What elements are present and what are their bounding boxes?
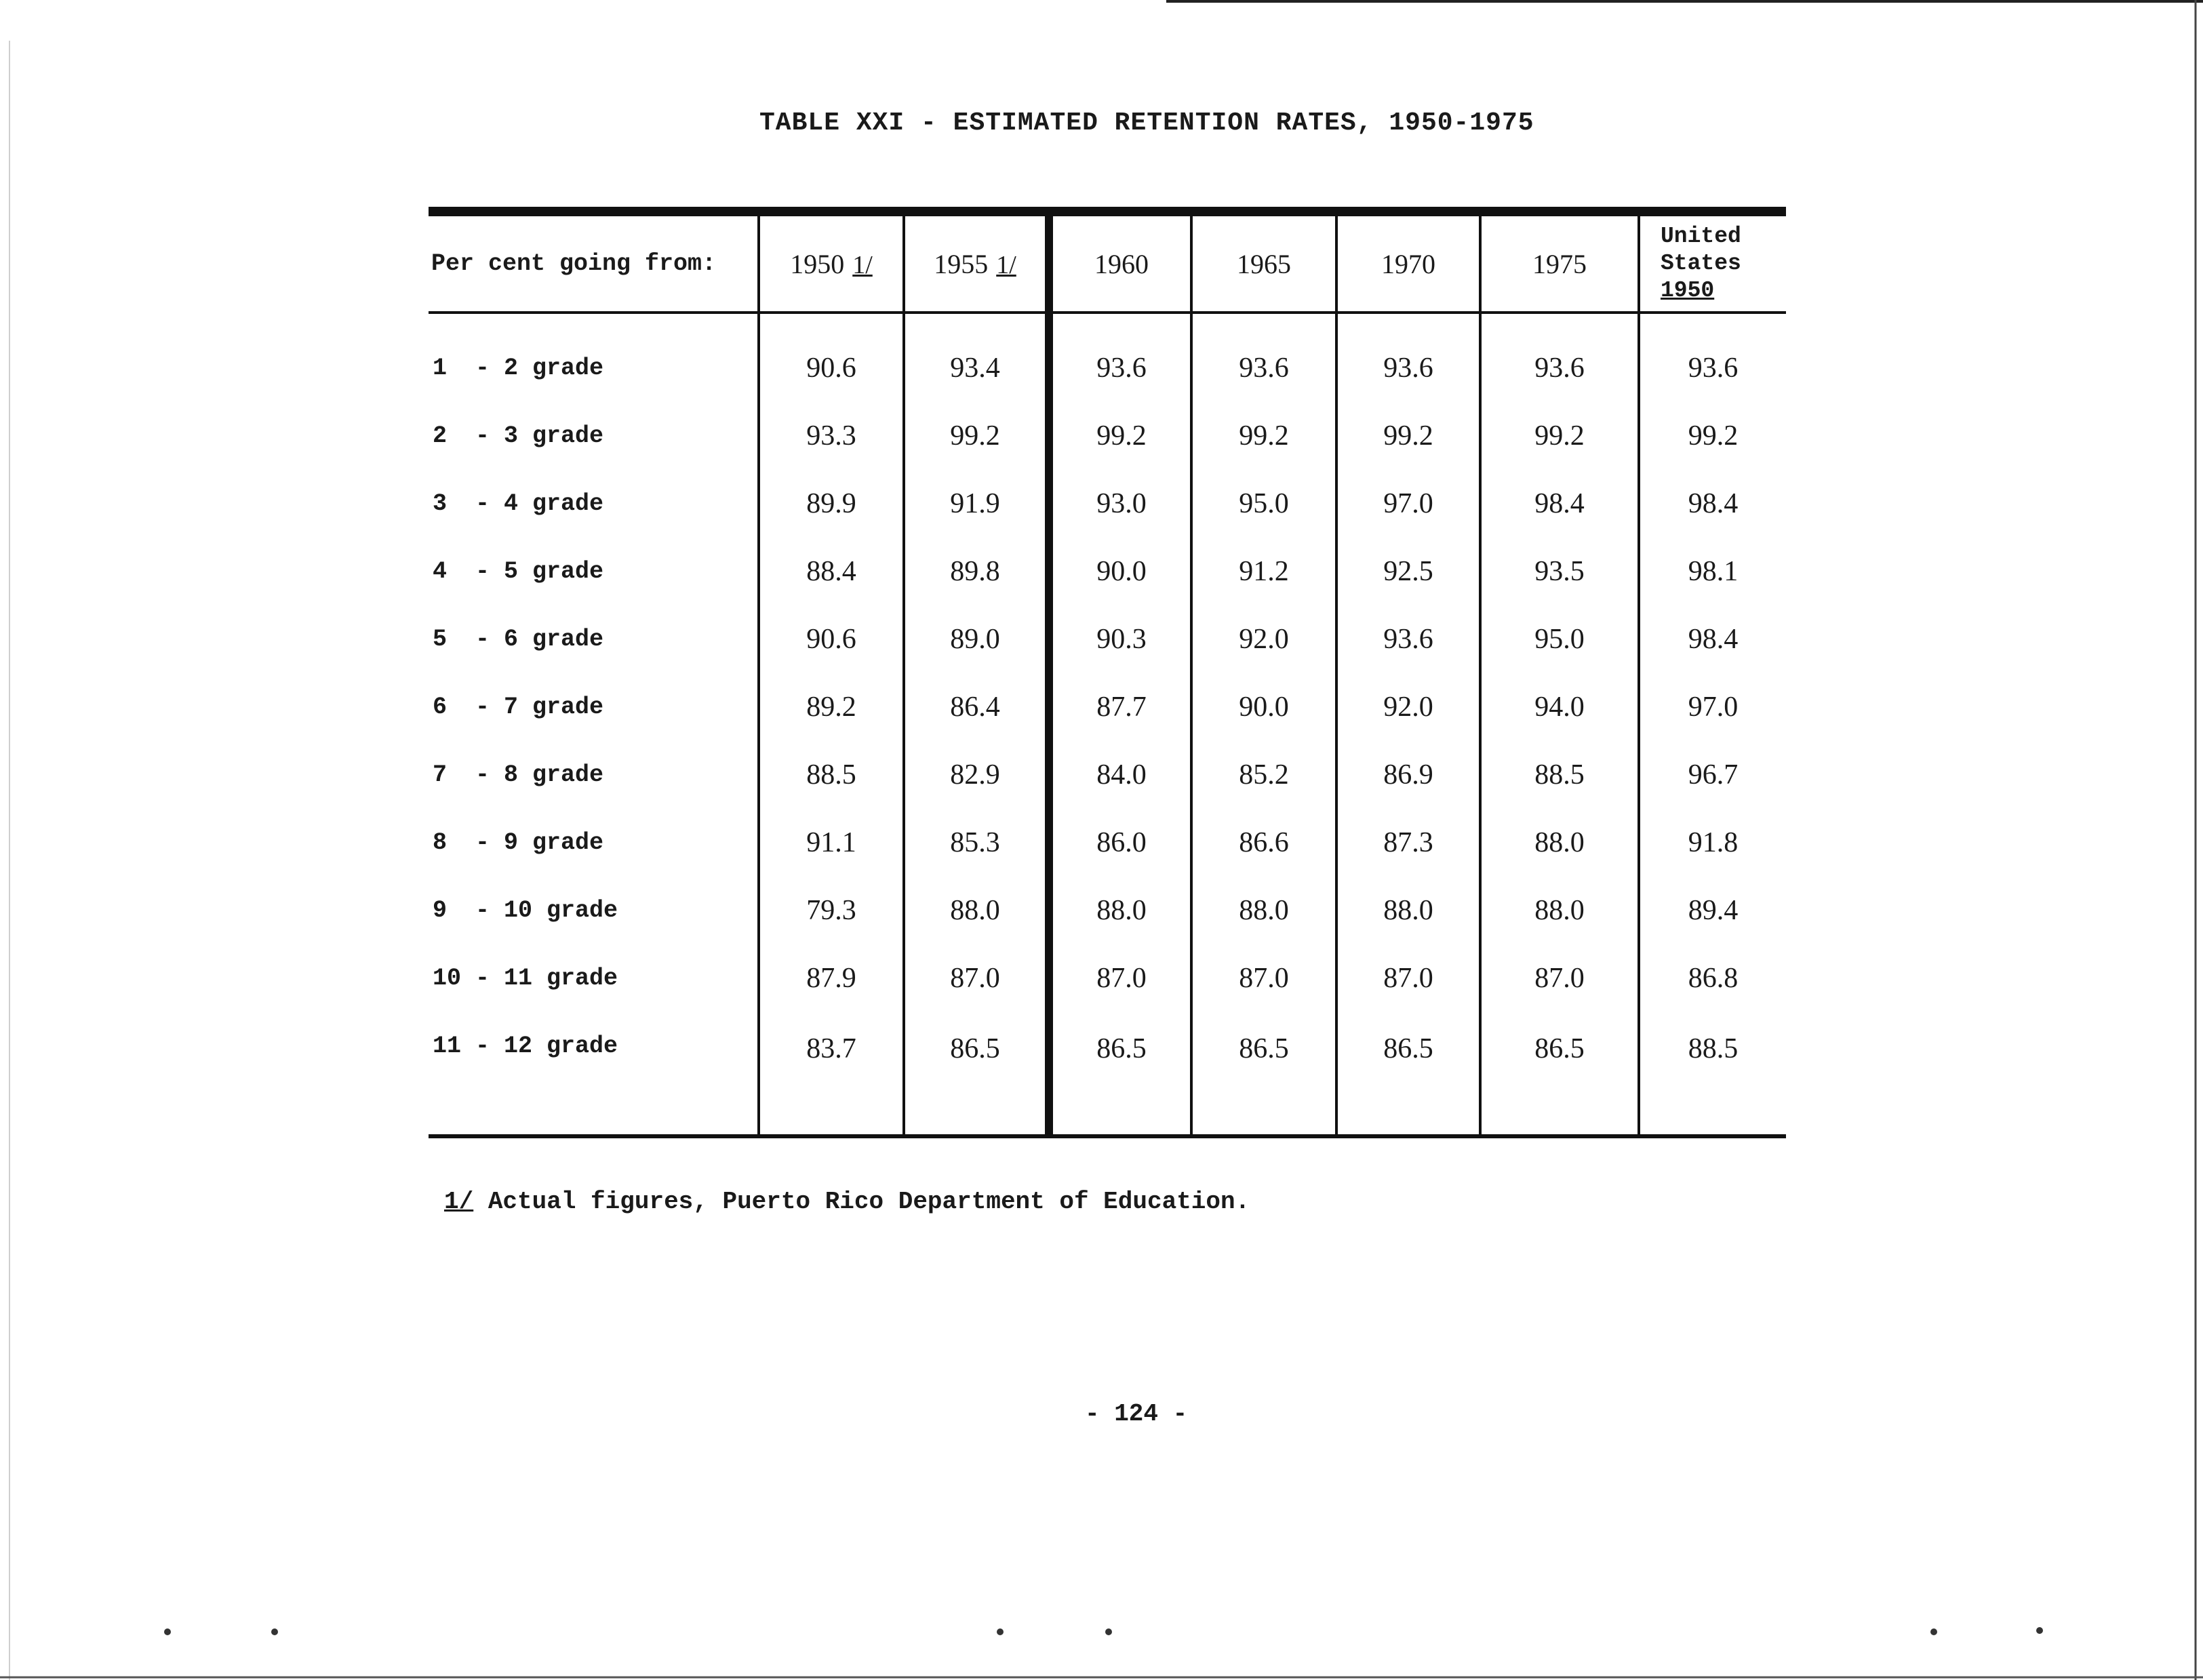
row-label: 7 - 8 grade [433, 761, 604, 788]
table-cell: 79.3 [759, 877, 904, 944]
table-cell: 91.9 [904, 470, 1049, 538]
row-label: 6 - 7 grade [433, 694, 604, 721]
table-cell: 84.0 [1049, 741, 1191, 809]
table-cell: 88.0 [1191, 877, 1336, 944]
table-cell: 93.3 [759, 402, 904, 470]
table-cell: 87.7 [1049, 673, 1191, 741]
table-cell: 99.2 [1336, 402, 1480, 470]
table-cell: 89.8 [904, 538, 1049, 605]
table-cell: 92.5 [1336, 538, 1480, 605]
column-header-1965: 1965 [1191, 212, 1336, 313]
us-header-line: United [1661, 224, 1741, 249]
table-cell: 93.6 [1336, 313, 1480, 402]
table-cell: 86.0 [1049, 809, 1191, 877]
column-header-1950 [759, 212, 904, 313]
column-year: 1955 [934, 248, 989, 279]
table-cell: 89.9 [759, 470, 904, 538]
table-cell: 95.0 [1480, 605, 1639, 673]
table-cell: 86.5 [1336, 1012, 1480, 1136]
footnote-mark: 1/ [444, 1188, 474, 1216]
row-label: 1 - 2 grade [433, 355, 604, 382]
table-cell: 93.6 [1480, 313, 1639, 402]
page-number: - 124 - [1085, 1400, 1188, 1428]
table-cell: 88.0 [1480, 809, 1639, 877]
row-label: 11 - 12 grade [433, 1033, 618, 1060]
header-row [429, 212, 1786, 313]
table-row [429, 1012, 1786, 1136]
table-cell: 90.0 [1191, 673, 1336, 741]
table-cell: 90.0 [1049, 538, 1191, 605]
table-cell: 88.5 [759, 741, 904, 809]
column-header-1960: 1960 [1049, 212, 1191, 313]
table-cell: 99.2 [904, 402, 1049, 470]
table-cell: 87.0 [904, 944, 1049, 1012]
table-cell: 89.0 [904, 605, 1049, 673]
table-cell: 92.0 [1191, 605, 1336, 673]
table-cell: 86.8 [1639, 944, 1786, 1012]
table-cell: 91.8 [1639, 809, 1786, 877]
table-cell: 93.0 [1049, 470, 1191, 538]
table-row [429, 313, 1786, 402]
table-cell: 88.0 [1049, 877, 1191, 944]
column-header-1970: 1970 [1336, 212, 1480, 313]
table-cell: 86.6 [1191, 809, 1336, 877]
table-cell: 83.7 [759, 1012, 904, 1136]
table-cell: 93.4 [904, 313, 1049, 402]
table-cell: 88.0 [904, 877, 1049, 944]
column-year: 1950 [790, 248, 845, 279]
table-cell: 97.0 [1336, 470, 1480, 538]
table-cell: 87.3 [1336, 809, 1480, 877]
table-row [429, 605, 1786, 673]
table-cell: 92.0 [1336, 673, 1480, 741]
row-label: 8 - 9 grade [433, 829, 604, 856]
table-title: TABLE XXI - ESTIMATED RETENTION RATES, 1950-1975 [759, 108, 1534, 138]
table-cell: 90.6 [759, 313, 904, 402]
row-label: 10 - 11 grade [433, 965, 618, 992]
row-label: 3 - 4 grade [433, 490, 604, 517]
table-cell: 87.0 [1480, 944, 1639, 1012]
table-cell: 93.5 [1480, 538, 1639, 605]
table-cell: 86.4 [904, 673, 1049, 741]
table-cell: 89.2 [759, 673, 904, 741]
table-cell: 93.6 [1191, 313, 1336, 402]
table-cell: 98.4 [1639, 605, 1786, 673]
table-cell: 86.5 [904, 1012, 1049, 1136]
footnote-text: Actual figures, Puerto Rico Department of Education. [473, 1188, 1250, 1216]
table-cell: 90.3 [1049, 605, 1191, 673]
table-cell: 97.0 [1639, 673, 1786, 741]
table-row [429, 741, 1786, 809]
table-cell: 94.0 [1480, 673, 1639, 741]
table-cell: 98.4 [1639, 470, 1786, 538]
row-label: 2 - 3 grade [433, 422, 604, 449]
table-cell: 86.9 [1336, 741, 1480, 809]
table-row [429, 470, 1786, 538]
column-header-1955 [904, 212, 1049, 313]
us-header-line: States [1661, 251, 1741, 276]
table-row [429, 944, 1786, 1012]
row-label: 5 - 6 grade [433, 626, 604, 653]
table-cell: 98.1 [1639, 538, 1786, 605]
table-cell: 99.2 [1191, 402, 1336, 470]
row-label: 4 - 5 grade [433, 558, 604, 585]
table-cell: 90.6 [759, 605, 904, 673]
column-header-united-states [1639, 212, 1786, 313]
footnote-reference: 1/ [852, 250, 873, 279]
table-cell: 93.6 [1336, 605, 1480, 673]
table-cell: 87.0 [1336, 944, 1480, 1012]
column-header-1975: 1975 [1480, 212, 1639, 313]
table-cell: 87.9 [759, 944, 904, 1012]
table-cell: 88.5 [1639, 1012, 1786, 1136]
table-cell: 91.2 [1191, 538, 1336, 605]
table-cell: 87.0 [1049, 944, 1191, 1012]
table-cell: 88.5 [1480, 741, 1639, 809]
table-body [429, 313, 1786, 1136]
table-cell: 85.2 [1191, 741, 1336, 809]
footnote-reference: 1/ [996, 250, 1016, 279]
table-cell: 89.4 [1639, 877, 1786, 944]
table-row [429, 538, 1786, 605]
table-cell: 93.6 [1049, 313, 1191, 402]
table-cell: 87.0 [1191, 944, 1336, 1012]
table-cell: 86.5 [1480, 1012, 1639, 1136]
retention-table [429, 207, 1786, 1138]
table-cell: 98.4 [1480, 470, 1639, 538]
table-cell: 93.6 [1639, 313, 1786, 402]
table-cell: 99.2 [1049, 402, 1191, 470]
row-header: Per cent going from: [429, 212, 759, 313]
table-row [429, 673, 1786, 741]
table-cell: 82.9 [904, 741, 1049, 809]
footnote [444, 1188, 1250, 1216]
table-cell: 88.4 [759, 538, 904, 605]
table-cell: 88.0 [1336, 877, 1480, 944]
table-row [429, 402, 1786, 470]
table-cell: 99.2 [1480, 402, 1639, 470]
table-cell: 85.3 [904, 809, 1049, 877]
table-cell: 95.0 [1191, 470, 1336, 538]
table-cell: 88.0 [1480, 877, 1639, 944]
table-row [429, 877, 1786, 944]
table-cell: 86.5 [1049, 1012, 1191, 1136]
table-cell: 99.2 [1639, 402, 1786, 470]
table-row [429, 809, 1786, 877]
row-label: 9 - 10 grade [433, 897, 618, 924]
table-cell: 86.5 [1191, 1012, 1336, 1136]
us-header-line: 1950 [1661, 278, 1715, 303]
table-cell: 96.7 [1639, 741, 1786, 809]
table-cell: 91.1 [759, 809, 904, 877]
